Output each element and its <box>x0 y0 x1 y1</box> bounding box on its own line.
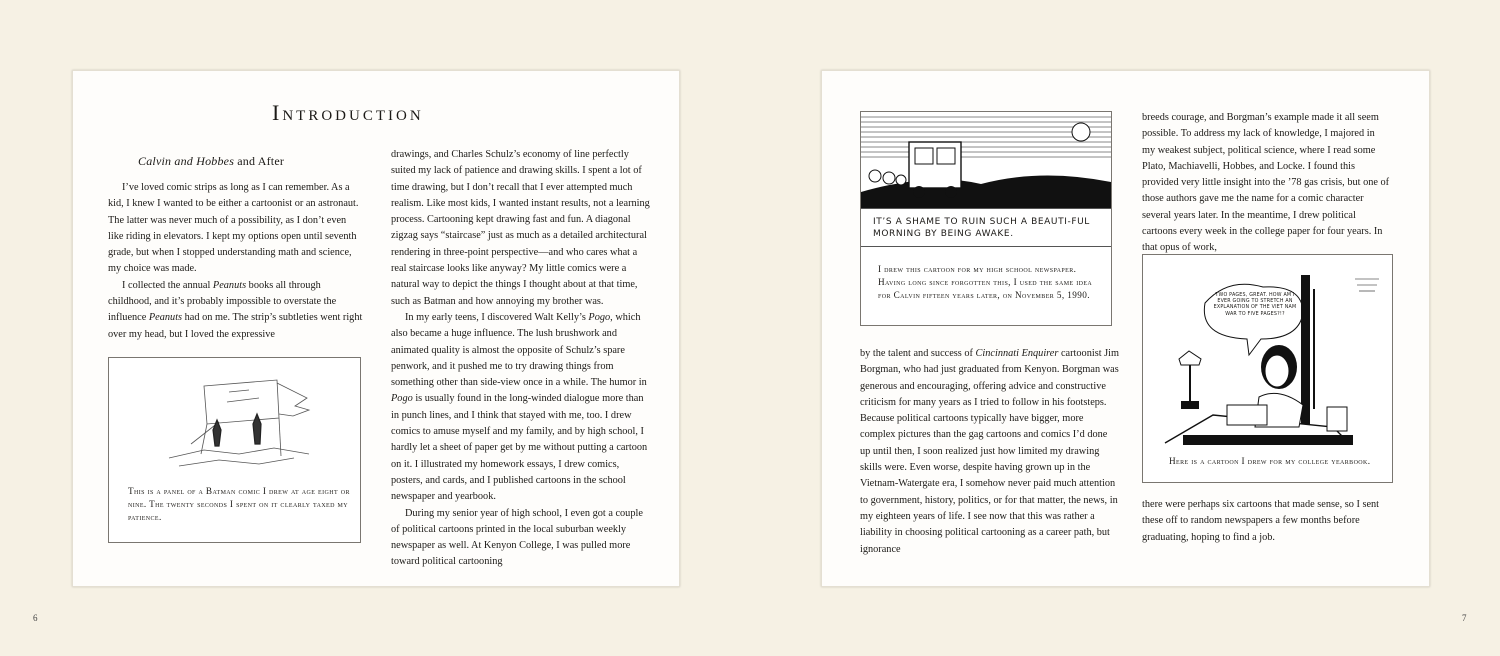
right-column-2-top <box>1142 110 1390 257</box>
yearbook-caption: Here is a cartoon I drew for my college yearbook. <box>1169 456 1371 466</box>
batman-figure <box>108 357 361 543</box>
yearbook-cartoon-figure <box>1142 254 1393 483</box>
paragraph: In my early teens, I discovered Walt Kelly’s Pogo, which also became a huge influence. The lush brushwork and animated quality is almost the opposite of Schulz’s spare penwork, and it pushed me to try drawing things from something other than side-view once in a while. The humor in Pogo is usually found in the long-winded dialogue more than in punch lines, and I think that stayed with me, too. I drew comics to amuse myself and my family, and by high school, I hardly let a sheet of paper get by me without putting a cartoon on it. I illustrated my homework essays, I drew comics, posters, and cards, and I published cartoons in the school newspaper and yearbook. <box>391 311 648 503</box>
school-bus-illustration <box>861 112 1111 208</box>
subhead-strip-name: Calvin and Hobbes <box>138 154 235 168</box>
bus-cartoon-hand-lettering: IT’S A SHAME TO RUIN SUCH A BEAUTI-FUL MORNING BY BEING AWAKE. <box>873 217 1090 239</box>
paragraph: I’ve loved comic strips as long as I can remember. As a kid, I knew I wanted to be either a cartoonist or an astronaut. The latter was never much of a possibility, as I don’t even like riding in elevators. I kept my options open until seventh grade, but when I stopped understanding math and science, my choice was made. <box>108 182 359 275</box>
batman-caption: This is a panel of a Batman comic I drew at age eight or nine. The twenty seconds I spent on it clearly taxed my patience. <box>128 486 350 522</box>
bus-cartoon-figure <box>860 111 1112 326</box>
chapter-title: Introduction <box>272 100 424 125</box>
student-at-desk-illustration <box>1143 255 1392 450</box>
paragraph: breeds courage, and Borgman’s example made it all seem possible. To address my lack of knowledge, I majored in my weakest subject, political science, where I read some Plato, Machiavelli, Hobbes, and Locke. I found this provided very little insight into the ’78 gas crisis, but one of those authors gave me the name for a comic character several years later. In the meantime, I drew political cartoons every week in the college paper for four years. In that opus of work, <box>1142 112 1390 254</box>
speech-bubble-text: TWO PAGES, GREAT. HOW AM I EVER GOING TO STRETCH AN EXPLANATION OF THE VIET NAM WAR TO FIVE PAGES?!? <box>1213 293 1297 317</box>
paragraph: I collected the annual Peanuts books all through childhood, and it’s probably impossible to overstate the influence Peanuts had on me. The strip’s subtleties went right over my head, but I loved the expressive <box>108 279 363 340</box>
paragraph: by the talent and success of Cincinnati Enquirer cartoonist Jim Borgman, who had just graduated from Kenyon. Borgman was generous and encouraging, offering advice and constructive criticism for many years as I tried to follow in his footsteps. Because political cartoons typically have bigger, more complex pictures than the gag cartoons and comics I’d done up until then, I soon realized just how limited my drawing skills were. Even worse, despite having grown up in the Vietnam-Watergate era, I somehow never paid much attention to government, history, politics, or for that matter, the news, in my eighteen years of life. I see now that this was rather a liability in choosing political cartooning as a career path, but ignorance <box>860 348 1120 555</box>
paragraph: During my senior year of high school, I even got a couple of political cartoons printed in the local suburban weekly newspaper as well. At Kenyon College, I was pulled more toward political cartooning <box>391 507 643 568</box>
paragraph: drawings, and Charles Schulz’s economy of line perfectly suited my lack of patience and drawing skills. I spent a lot of time drawing, but I don’t recall that I ever attempted much realism. Like most kids, I wanted instant results, not a learning process. Cartooning kept drawing fast and fun. A diagonal zigzag says “staircase” just as much as a detailed architectural rendering in three-point perspective—and who cares what a real staircase looks like anyway? My little comics were a natural way to depict the things I thought about at that time, such as Batman and how annoying my brother was. <box>391 149 650 307</box>
section-heading <box>138 154 284 169</box>
left-column-2 <box>391 147 651 571</box>
bus-cartoon-panel <box>861 112 1111 209</box>
bus-cartoon-divider <box>861 246 1111 247</box>
left-column-1 <box>108 180 364 343</box>
bus-cartoon-caption: I drew this cartoon for my high school newspaper. Having long since forgotten this, I used the same idea for Calvin fifteen years later, on November 5, 1990. <box>878 264 1093 300</box>
right-column-2-bottom <box>1142 497 1390 546</box>
page-number-left: 6 <box>33 613 38 623</box>
batman-sketch-illustration <box>109 358 360 478</box>
page-number-right: 7 <box>1462 613 1467 623</box>
paragraph: there were perhaps six cartoons that made sense, so I sent these off to random newspapers a few months before graduating, hoping to find a job. <box>1142 499 1380 543</box>
subhead-suffix: and After <box>234 154 285 168</box>
right-column-1 <box>860 346 1120 558</box>
